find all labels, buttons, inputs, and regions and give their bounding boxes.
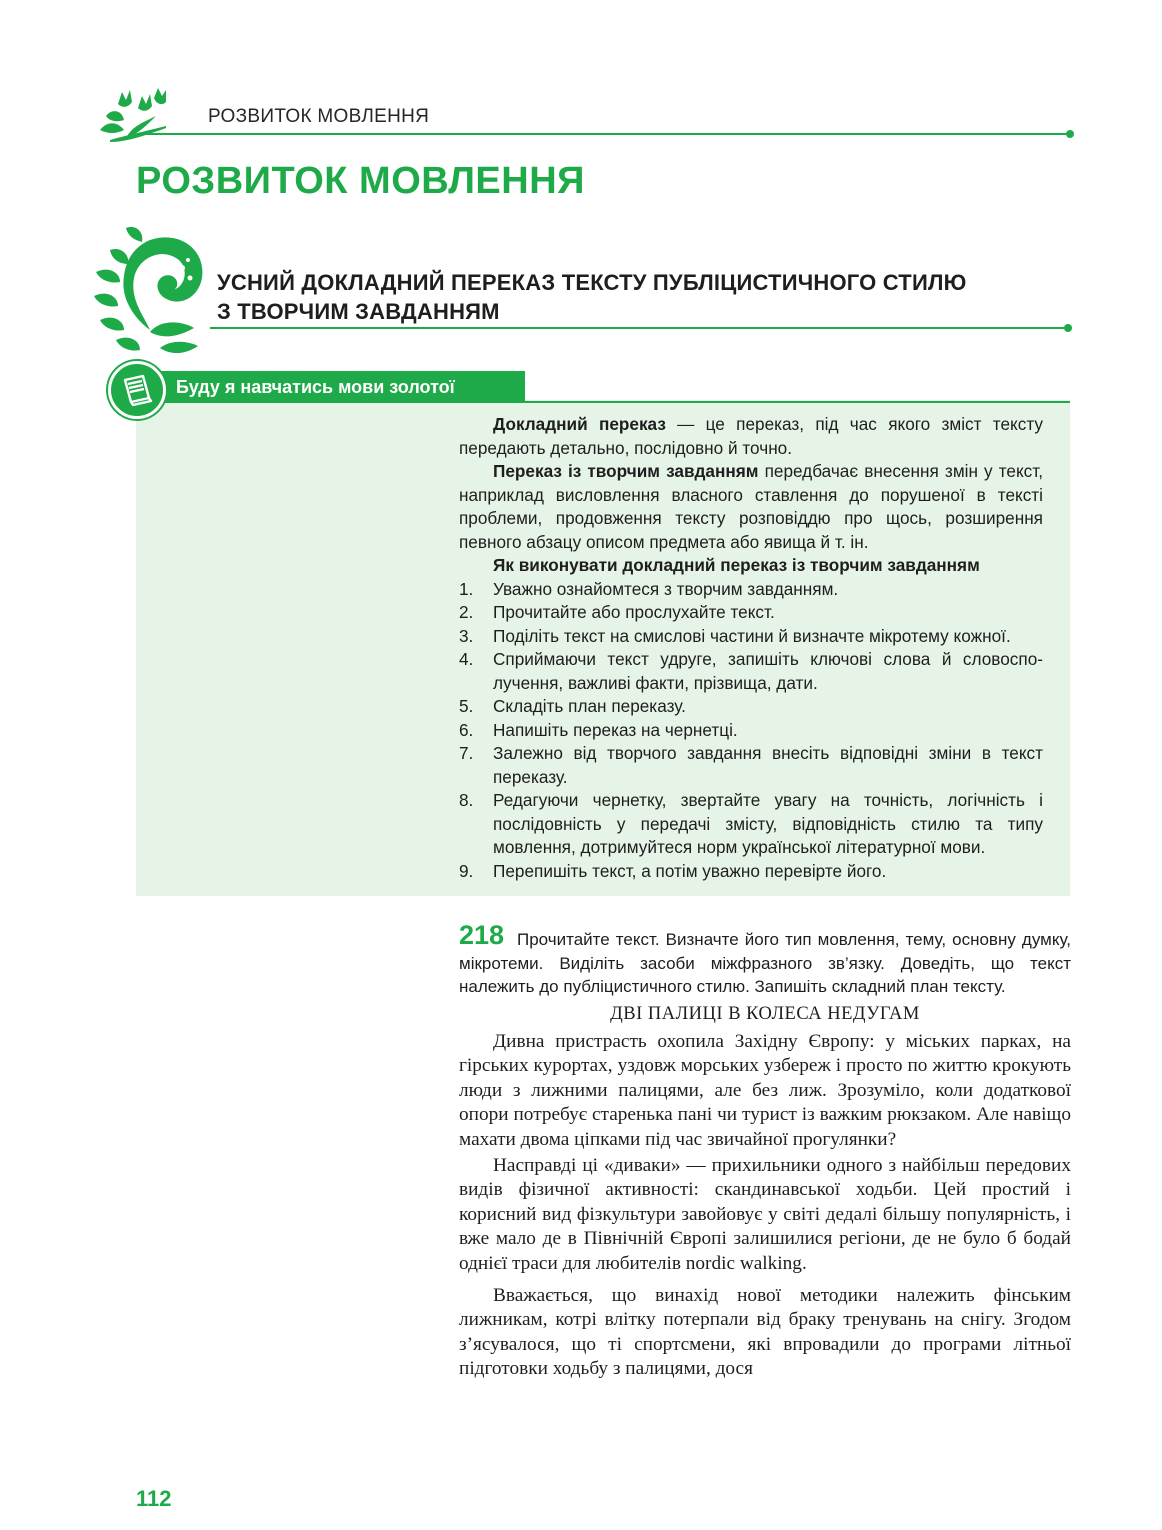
topic-title-line-2: З ТВОРЧИМ ЗАВДАННЯМ: [217, 299, 500, 324]
step-number: 5.: [459, 696, 474, 716]
step-number: 9.: [459, 860, 474, 881]
rule-text: [459, 413, 1043, 883]
exercise-instruction-text: Прочитайте текст. Визначте його тип мовлення, тему, основну думку, мікротеми. Виділіть засоби міжфразного зв’язку. Доведіть, що текст належить до публіцистичного стилю. Запишіть складний план тексту.: [459, 930, 1071, 996]
step-number: 3.: [459, 625, 474, 646]
rule-definition-1-text: — це переказ, під час якого зміст тексту передають детально, послідовно й точно.: [459, 414, 1043, 458]
header-divider: [146, 133, 1070, 135]
book-icon: [111, 364, 163, 416]
story-paragraph: Насправді ці «диваки» — прихильники одного з найбільш передових видів фізичної активності: скандинавської ходьби. Цей простий і корисний вид фізкультури завойовує у світі дедалі більшу популярність, і вже мало де в Північній Європі залишилися регіони, де не було б бодай однієї траси для любителів nordic walking.: [459, 1155, 1071, 1274]
step-number: 1.: [459, 578, 474, 599]
topic-divider: [210, 327, 1068, 329]
story-paragraph: Вважається, що винахід нової методики належить фінським лижникам, котрі влітку потерпали від браку тренувань на снігу. Згодом з’ясувалося, що ті спортсмени, які впровадили до програми літньої підготовки ходьбу з палицями, дося: [459, 1285, 1071, 1380]
rule-definition-2: [459, 460, 1043, 554]
list-item: [459, 601, 1043, 625]
rule-box-top-line: [520, 401, 1070, 403]
page-number: 112: [136, 1486, 172, 1511]
list-item: [459, 860, 1043, 884]
step-text: Напишіть переказ на чернетці.: [493, 719, 738, 740]
step-text: Сприймаючи текст удруге, запишіть ключові слова й словосполучення, важливі факти, прізвища, дати.: [493, 649, 1043, 693]
rule-term-1: Докладний переказ: [493, 414, 666, 434]
story-title: ДВІ ПАЛИЦІ В КОЛЕСА НЕДУГАМ: [610, 1004, 920, 1024]
steps-list: [459, 578, 1043, 884]
list-item: [459, 789, 1043, 860]
rule-term-2: Переказ із творчим завданням: [493, 461, 759, 481]
step-text: Уважно ознайомтеся з творчим завданням.: [493, 578, 839, 599]
step-text: Складіть план переказу.: [493, 696, 686, 716]
story-text: [459, 1030, 1071, 1382]
list-item: [459, 695, 1043, 719]
topic-title-line-1: УСНИЙ ДОКЛАДНИЙ ПЕРЕКАЗ ТЕКСТУ ПУБЛІЦИСТИЧНОГО СТИЛЮ: [217, 270, 967, 295]
howto-title: Як виконувати докладний переказ із творчим завданням: [493, 555, 980, 575]
step-number: 2.: [459, 602, 474, 622]
topic-title: [217, 268, 1057, 326]
header-divider-dot: [1066, 130, 1074, 138]
list-item: [459, 742, 1043, 789]
running-head: РОЗВИТОК МОВЛЕННЯ: [208, 106, 430, 127]
step-text: Залежно від творчого завдання внесіть відповідні зміни в текст переказу.: [493, 743, 1043, 787]
step-number: 8.: [459, 790, 474, 810]
step-number: 4.: [459, 649, 474, 669]
rule-definition-2-text: передбачає внесення змін у текст, наприклад висловлення власного ставлення до порушеної в тексті проблеми, продовження тексту розповіддю про щось, розширення певного абзацу описом предмета або явища й т. ін.: [459, 461, 1044, 552]
step-text: Поділіть текст на смислові частини й визначте мікротему кожної.: [493, 625, 1011, 646]
list-item: [459, 648, 1043, 695]
flower-ornament-icon: [96, 86, 176, 144]
step-number: 6.: [459, 719, 474, 740]
book-icon-badge: [108, 361, 166, 419]
list-item: [459, 719, 1043, 743]
exercise-instruction: [459, 928, 1071, 999]
rule-definition-1: [459, 413, 1043, 460]
topic-divider-dot: [1064, 324, 1072, 332]
list-item: [459, 625, 1043, 649]
petrykivka-ornament-icon: [90, 220, 210, 360]
section-title: РОЗВИТОК МОВЛЕННЯ: [136, 160, 585, 202]
list-item: [459, 578, 1043, 602]
story-paragraph: Дивна пристрасть охопила Західну Європу: у міських парках, на гірських курортах, уздовж морських узбереж і просто по життю крокують люди з лижними палицями, але без лиж. Зрозуміло, коли додаткової опори потребує старенька пані чи турист із важким рюкзаком. Але навіщо махати двома ціпками під час звичайної прогулянки?: [459, 1031, 1071, 1150]
rule-box-tab: Буду я навчатись мови золотої: [160, 371, 525, 403]
step-text: Перепишіть текст, а потім уважно перевірте його.: [493, 860, 887, 881]
step-text: Прочитайте або прослухайте текст.: [493, 602, 775, 622]
exercise-number: 218: [459, 920, 505, 950]
step-number: 7.: [459, 743, 474, 763]
step-text: Редагуючи чернетку, звертайте увагу на точність, логічність і послідовність у передачі змісту, відповідність стилю та типу мовлення, дотримуйтеся норм української літературної мови.: [493, 790, 1043, 857]
